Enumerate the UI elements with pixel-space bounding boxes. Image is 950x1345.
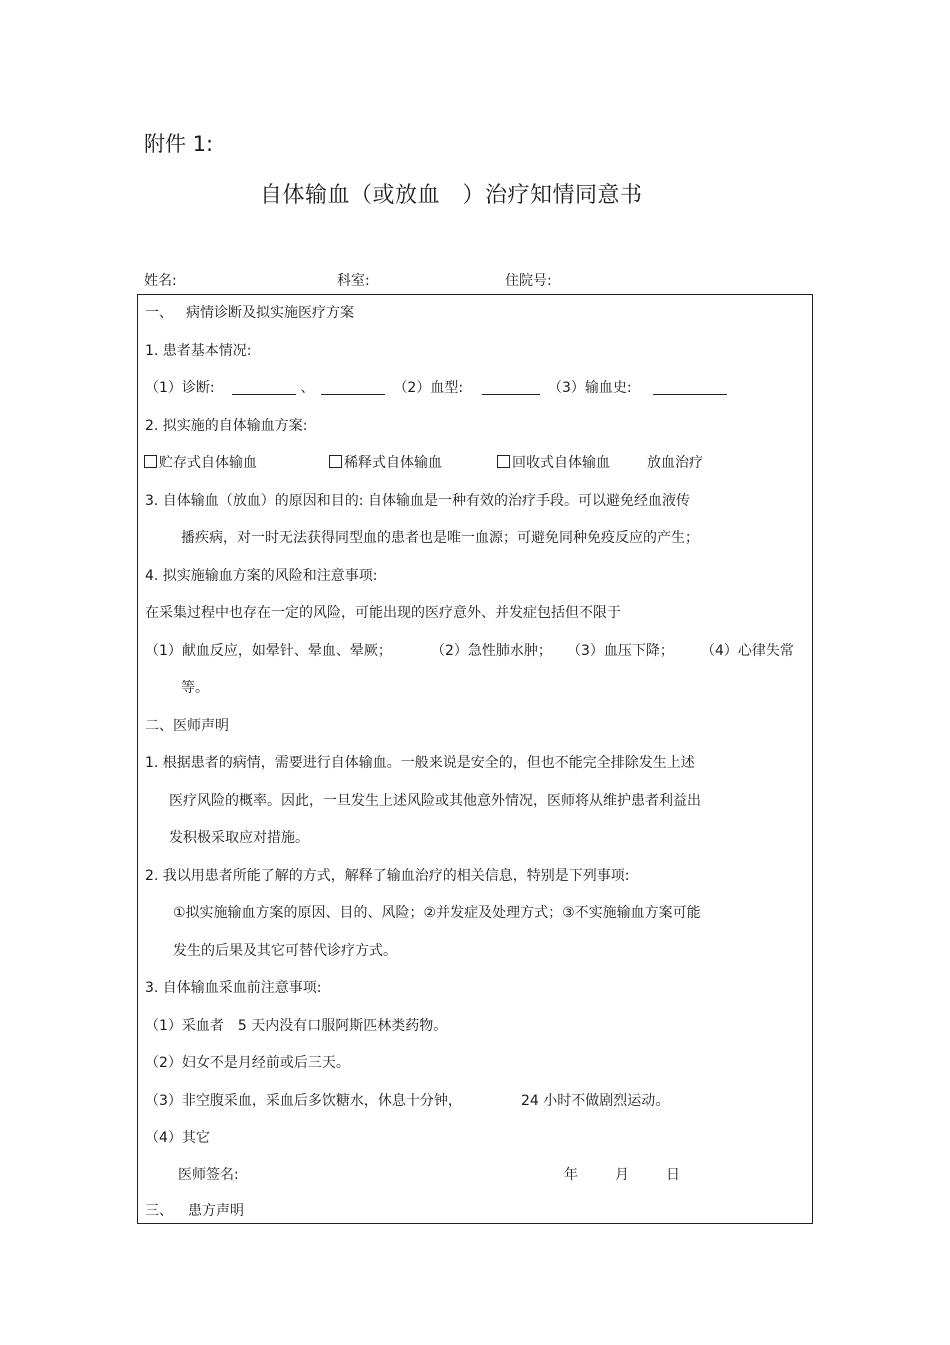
blood-type-blank[interactable] (482, 380, 540, 395)
plan-option-storage[interactable] (144, 452, 257, 472)
risk-item-1: （1）献血反应，如晕针、晕血、晕厥； (145, 643, 392, 659)
diagnosis-blank-1[interactable] (232, 380, 296, 395)
precaution-3b: 24 小时不做剧烈运动。 (521, 1093, 670, 1109)
section3-heading: 患方声明 (188, 1203, 244, 1219)
consent-form-box (137, 294, 813, 1224)
checkbox-icon[interactable] (329, 455, 342, 468)
risk-item-4: （4）心律失常 (701, 643, 794, 659)
department-label: 科室: (337, 273, 370, 289)
plan-option-label: 稀释式自体输血 (344, 455, 442, 471)
plan-option-bloodletting: 放血治疗 (647, 455, 703, 471)
plan-option-label: 贮存式自体输血 (159, 455, 257, 471)
sign-day-label: 日 (666, 1167, 680, 1183)
section3-number: 三、 (145, 1203, 173, 1219)
risk-item-end: 等。 (181, 680, 209, 696)
plan-option-salvage[interactable] (497, 452, 610, 472)
risk-item-3: （3）血压下降； (567, 643, 674, 659)
checkbox-icon[interactable] (497, 455, 510, 468)
diagnosis-row (145, 377, 727, 397)
precaution-4: （4）其它 (145, 1130, 210, 1146)
sign-month-label: 月 (615, 1167, 629, 1183)
attachment-label: 附件 1: (144, 132, 214, 156)
diagnosis-blank-2[interactable] (321, 380, 385, 395)
checkbox-icon[interactable] (144, 455, 157, 468)
doctor-signature-label: 医师签名: (178, 1167, 239, 1183)
name-label: 姓名: (144, 273, 177, 289)
doctor-statement-1-line-3: 发积极采取应对措施。 (169, 830, 309, 846)
section1-number: 一、 (145, 305, 173, 321)
precautions-heading: 3. 自体输血采血前注意事项: (145, 980, 322, 996)
basic-info-heading: 1. 患者基本情况: (145, 343, 252, 359)
risk-intro: 在采集过程中也存在一定的风险，可能出现的医疗意外、并发症包括但不限于 (145, 605, 621, 621)
section2-heading: 二、医师声明 (145, 718, 229, 734)
transfusion-history-label: （3）输血史: (547, 380, 632, 396)
blood-type-label: （2）血型: (393, 380, 464, 396)
doctor-statement-2-line-3: 发生的后果及其它可替代诊疗方式。 (173, 943, 397, 959)
doctor-statement-2-line-1: 2. 我以用患者所能了解的方式，解释了输血治疗的相关信息，特别是下列事项: (145, 868, 630, 884)
plan-option-dilution[interactable] (329, 452, 442, 472)
document-title: 自体输血（或放血 ）治疗知情同意书 (260, 183, 643, 208)
hospital-number-label: 住院号: (505, 273, 552, 289)
diagnosis-separator: 、 (300, 380, 315, 396)
risk-item-2: （2）急性肺水肿； (431, 643, 552, 659)
reason-line-1: 3. 自体输血（放血）的原因和目的: 自体输血是一种有效的治疗手段。可以避免经血液传 (145, 493, 690, 509)
diagnosis-label: （1）诊断: (145, 380, 215, 396)
precaution-1: （1）采血者 5 天内没有口服阿斯匹林类药物。 (145, 1018, 448, 1034)
transfusion-history-blank[interactable] (653, 380, 727, 395)
section1-heading: 病情诊断及拟实施医疗方案 (186, 305, 354, 321)
doctor-statement-2-line-2: ①拟实施输血方案的原因、目的、风险；②并发症及处理方式；③不实施输血方案可能 (173, 905, 701, 921)
reason-line-2: 播疾病，对一时无法获得同型血的患者也是唯一血源；可避免同种免疫反应的产生； (181, 530, 699, 546)
risk-heading: 4. 拟实施输血方案的风险和注意事项: (145, 568, 378, 584)
doctor-statement-1-line-1: 1. 根据患者的病情，需要进行自体输血。一般来说是安全的，但也不能完全排除发生上述 (145, 755, 695, 771)
precaution-3a: （3）非空腹采血，采血后多饮糖水，休息十分钟， (145, 1093, 462, 1109)
sign-year-label: 年 (564, 1167, 578, 1183)
plan-heading: 2. 拟实施的自体输血方案: (145, 418, 308, 434)
plan-option-label: 回收式自体输血 (512, 455, 610, 471)
doctor-statement-1-line-2: 医疗风险的概率。因此，一旦发生上述风险或其他意外情况，医师将从维护患者利益出 (169, 793, 701, 809)
precaution-2: （2）妇女不是月经前或后三天。 (145, 1055, 350, 1071)
